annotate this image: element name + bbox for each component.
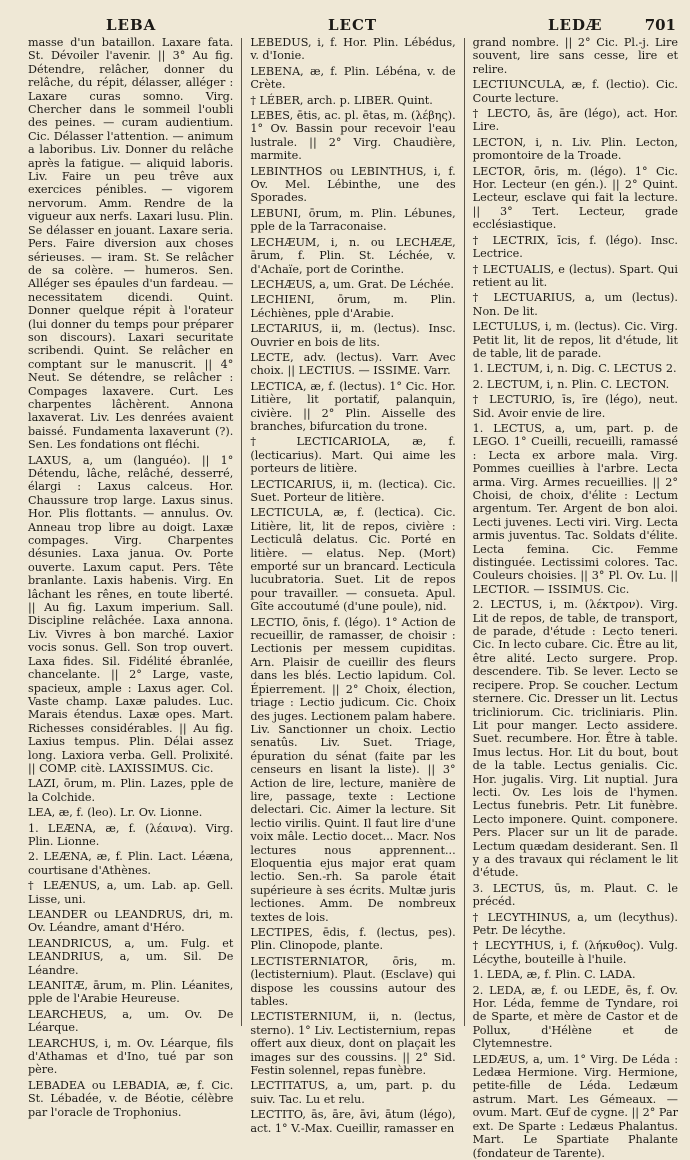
- dictionary-entry: 3. LECTUS, ūs, m. Plaut. C. le précéd.: [472, 881, 678, 909]
- dictionary-entry: LECTARIUS, ii, m. (lectus). Insc. Ouvrier en bois de lits.: [250, 322, 456, 349]
- dictionary-entry: LECTICULA, æ, f. (lectica). Cic. Litière, lit, lit de repos, civière : Lecticulâ delatus. Cic. Porté en litière. — elatus. Nep. (Mort) emporté sur un brancard. Lecticula lucubratoria. Suet. Lit de repos pour travailler. — consueta. Apul. Gîte accoutumé (d'une poule), nid.: [250, 506, 456, 614]
- dictionary-entry: LECTITATUS, a, um, part. p. du suiv. Tac. Lu et relu.: [250, 1079, 456, 1106]
- dictionary-entry: LECTISTERNIATOR, ōris, m. (lectisternium). Plaut. (Esclave) qui dispose les coussins autour des tables.: [250, 954, 456, 1009]
- dictionary-entry: LECTICARIUS, ii, m. (lectica). Cic. Suet. Porteur de litière.: [250, 477, 456, 504]
- column-divider: [241, 38, 242, 1026]
- dictionary-entry: LECTIPES, ēdis, f. (lectus, pes). Plin. Clinopode, plante.: [250, 926, 456, 953]
- dictionary-entry: LAZI, ōrum, m. Plin. Lazes, pple de la Colchide.: [28, 777, 234, 804]
- dictionary-entry: LEBADEA ou LEBADIA, æ, f. Cic. St. Lébadée, v. de Béotie, célèbre par l'oracle de Trophonius.: [28, 1078, 234, 1119]
- columns: [28, 36, 678, 1160]
- dictionary-entry: 2. LECTUM, i, n. Plin. C. LECTON.: [472, 377, 670, 391]
- dictionary-entry: LEBINTHOS ou LEBINTHUS, i, f. Ov. Mel. Lébinthe, une des Sporades.: [250, 164, 456, 205]
- dictionary-entry: masse d'un bataillon. Laxare fata. St. Dévoiler l'avenir. || 3° Au fig. Détendre, relâcher, donner du relâche, du répit, délasser, alléger : Laxare curas somno. Virg. Chercher dans le sommeil l'oubli des peines. — curam audientium. Cic. Délasser l'attention. — animum a laboribus. Liv. Donner du relâche après la fatigue. — aliquid laboris. Liv. Faire un peu trêve aux exercices pénibles. — vigorem nervorum. Amm. Rendre de la vigueur aux nerfs. Laxari lusu. Plin. Se délasser en jouant. Laxare seria. Pers. Faire diversion aux choses sérieuses. — iram. St. Se relâcher de sa colère. — humeros. Sen. Alléger ses épaules d'un fardeau. — necessitatem dicendi. Quint. Donner quelque répit à l'orateur (lui donner du temps pour préparer son discours). Laxari securitate scribendi. Quint. Se relâcher en comptant sur le manuscrit. || 4° Neut. Se détendre, se relâcher : Compages laxavere. Curt. Les charpentes lâchèrent. Annona laxaverat. Liv. Les denrées avaient baissé. Fundamenta laxaverunt (?). Sen. Les fondations ont fléchi.: [28, 36, 234, 452]
- column-left: [28, 36, 234, 1119]
- dictionary-entry: LEANDER ou LEANDRUS, dri, m. Ov. Léandre, amant d'Héro.: [28, 908, 234, 935]
- dictionary-entry: † LEÆNUS, a, um. Lab. ap. Gell. Lisse, uni.: [28, 879, 234, 906]
- dictionary-entry: LEANITÆ, ārum, m. Plin. Léanites, pple de l'Arabie Heureuse.: [28, 979, 234, 1006]
- dictionary-entry: † LÉBER, arch. p. LIBER. Quint.: [250, 93, 433, 107]
- dictionary-entry: LECTIUNCULA, æ, f. (lectio). Cic. Courte lecture.: [472, 78, 678, 105]
- dictionary-entry: † LECTO, ās, āre (légo), act. Hor. Lire.: [472, 107, 678, 134]
- dictionary-entry: † LECYTHUS, i, f. (λήκυθος). Vulg. Lécythe, bouteille à l'huile.: [472, 939, 678, 966]
- dictionary-entry: LECTOR, ōris, m. (légo). 1° Cic. Hor. Lecteur (en gén.). || 2° Quint. Lecteur, esclave qui fait la lecture. || 3° Tert. Lecteur, grade ecclésiastique.: [472, 164, 678, 232]
- dictionary-entry: LECHIENI, ōrum, m. Plin. Léchiènes, pple d'Arabie.: [250, 293, 456, 320]
- dictionary-entry: 2. LEDA, æ, f. ou LEDE, ēs, f. Ov. Hor. Léda, femme de Tyndare, roi de Sparte, et mère de Castor et de Pollux, d'Hélène et de Clytemnestre.: [472, 983, 678, 1051]
- center-guideword: LECT: [328, 16, 378, 34]
- dictionary-entry: † LECYTHINUS, a, um (lecythus). Petr. De lécythe.: [472, 910, 678, 937]
- dictionary-entry: 1. LECTUS, a, um, part. p. de LEGO. 1° Cueilli, recueilli, ramassé : Lecta ex arbore mala. Virg. Pommes cueillies à l'arbre. Lecta arma. Virg. Armes recueillies. || 2° Choisi, de choix, d'élite : Lectum argentum. Ter. Argent de bon aloi. Lecti juvenes. Lecti viri. Virg. Lecta armis juventus. Tac. Soldats d'élite. Lecta femina. Cic. Femme distinguée. Lectissimi colores. Tac. Couleurs choisies. || 3° Pl. Ov. Lu. || LECTIOR. — ISSIMUS. Cic.: [472, 421, 678, 596]
- dictionary-entry: LECTIO, ōnis, f. (légo). 1° Action de recueillir, de ramasser, de choisir : Lectionis per messem cupiditas. Arn. Plaisir de cueillir des fleurs dans les blés. Lectio lapidum. Col. Épierrement. || 2° Choix, élection, triage : Lectio judicum. Cic. Choix des juges. Lectionem palam habere. Liv. Sanctionner un choix. Lectio senatûs. Liv. Suet. Triage, épuration du sénat (faite par les censeurs en lisant la liste). || 3° Action de lire, lecture, manière de lire, passage, texte : Lectione delectari. Cic. Aimer la lecture. Sit lectio virilis. Quint. Il faut lire d'une voix mâle. Lectio docet... Macr. Nos lectures nous apprennent... Eloquentia ejus major erat quam lectio. Sen.-rh. Sa parole était supérieure à ses écrits. Multæ juris lectiones. Amm. De nombreux textes de lois.: [250, 615, 456, 924]
- column-middle: [250, 36, 456, 1135]
- dictionary-entry: † LECTRIX, īcis, f. (légo). Insc. Lectrice.: [472, 233, 678, 261]
- dictionary-entry: 2. LECTUS, i, m. (λέκτρον). Virg. Lit de repos, de table, de transport, de parade, d'étude : Lecto teneri. Cic. In lecto cubare. Cic. Être au lit, être alité. Lecto surgere. Prop. descendere. Tib. Se lever. Lecto se recipere. Prop. Se coucher. Lectum sternere. Cic. Dresser un lit. Lectus tricliniorum. Cic. tricliniaris. Plin. Lit pour manger. Lecto assidere. Suet. recumbere. Hor. Être à table. Imus lectus. Hor. Lit du bout, bout de la table. Lectus genialis. Cic. Hor. jugalis. Virg. Lit nuptial. Jura lecti. Ov. Les lois de l'hymen. Lectus funebris. Petr. Lit funèbre. Lecto imponere. Quint. componere. Pers. Placer sur un lit de parade. Lectum quædam desiderant. Sen. Il y a des travaux qui réclament le lit d'étude.: [472, 598, 678, 880]
- dictionary-entry: LAXUS, a, um (languéo). || 1° Détendu, lâche, relâché, desserré, élargi : Laxus calceus. Hor. Chaussure trop large. Laxus sinus. Hor. Plis flottants. — annulus. Ov. Anneau trop libre au doigt. Laxæ compages. Virg. Charpentes désunies. Laxa janua. Ov. Porte ouverte. Laxum caput. Pers. Tête branlante. Laxis habenis. Virg. En lâchant les rênes, en toute liberté. || Au fig. Laxum imperium. Sall. Discipline relâchée. Laxa annona. Liv. Vivres à bon marché. Laxior vocis sonus. Gell. Son trop ouvert. Laxa fides. Sil. Fidélité ébranlée, chancelante. || 2° Large, vaste, spacieux, ample : Laxus ager. Col. Vaste champ. Laxæ paludes. Luc. Marais étendus. Laxæ opes. Mart. Richesses considérables. || Au fig. Laxius tempus. Plin. Délai assez long. Laxiora verba. Gell. Prolixité. || COMP. citè. LAXISSIMUS. Cic.: [28, 453, 234, 775]
- dictionary-entry: LEA, æ, f. (leo). Lr. Ov. Lionne.: [28, 806, 203, 820]
- dictionary-entry: LECTON, i, n. Liv. Plin. Lecton, promontoire de la Troade.: [472, 135, 678, 163]
- left-guideword: LEBA: [106, 16, 157, 34]
- dictionary-entry: LEBES, ētis, ac. pl. ētas, m. (λέβης). 1° Ov. Bassin pour recevoir l'eau lustrale. || 2° Virg. Chaudière, marmite.: [250, 109, 456, 163]
- dictionary-entry: † LECTUARIUS, a, um (lectus). Non. De lit.: [472, 291, 678, 318]
- column-divider: [464, 38, 465, 1026]
- page-number: 701: [644, 16, 676, 34]
- dictionary-entry: LEARCHEUS, a, um. Ov. De Léarque.: [28, 1007, 234, 1035]
- dictionary-entry: † LECTURIO, īs, īre (légo), neut. Sid. Avoir envie de lire.: [472, 393, 678, 420]
- dictionary-entry: 1. LEDA, æ, f. Plin. C. LADA.: [472, 968, 636, 982]
- dictionary-entry: LECTISTERNIUM, ii, n. (lectus, sterno). 1° Liv. Lectisternium, repas offert aux dieux, dont on plaçait les images sur des coussins. || 2° Sid. Festin solennel, repas funèbre.: [250, 1010, 456, 1078]
- right-guideword: LEDÆ: [548, 16, 603, 34]
- dictionary-entry: LECTICA, æ, f. (lectus). 1° Cic. Hor. Litière, lit portatif, palanquin, civière. || 2° Plin. Aisselle des branches, bifurcation du trone.: [250, 379, 456, 433]
- dictionary-entry: LEBENA, æ, f. Plin. Lébéna, v. de Crète.: [250, 64, 456, 92]
- running-header: [28, 10, 678, 36]
- dictionary-entry: LEANDRICUS, a, um. Fulg. et LEANDRIUS, a, um. Sil. De Léandre.: [28, 936, 234, 977]
- dictionary-entry: LEARCHUS, i, m. Ov. Léarque, fils d'Athamas et d'Ino, tué par son père.: [28, 1036, 234, 1077]
- dictionary-entry: LECTITO, ās, āre, āvi, ātum (légo), act. 1° V.-Max. Cueillir, ramasser en: [250, 1108, 456, 1135]
- dictionary-entry: † LECTICARIOLA, æ, f. (lecticarius). Mart. Qui aime les porteurs de litière.: [250, 435, 456, 476]
- dictionary-entry: LECTE, adv. (lectus). Varr. Avec choix. || LECTIUS. — ISSIME. Varr.: [250, 350, 456, 378]
- dictionary-entry: LEDÆUS, a, um. 1° Virg. De Léda : Ledæa Hermione. Virg. Hermione, petite-fille de Léda. Ledæum astrum. Mart. Les Gémeaux. — ovum. Mart. Œuf de cygne. || 2° Par ext. De Sparte : Ledæus Phalantus. Mart. Le Spartiate Phalante (fondateur de Tarente).: [472, 1052, 678, 1160]
- dictionary-entry: 1. LEÆNA, æ, f. (λέαινα). Virg. Plin. Lionne.: [28, 821, 234, 848]
- column-right: [472, 36, 678, 1160]
- dictionary-entry: 2. LEÆNA, æ, f. Plin. Lact. Léæna, courtisane d'Athènes.: [28, 850, 234, 877]
- dictionary-entry: † LECTUALIS, e (lectus). Spart. Qui retient au lit.: [472, 262, 678, 289]
- dictionary-entry: LECHÆUM, i, n. ou LECHÆÆ, ārum, f. Plin. St. Léchée, v. d'Achaïe, port de Corinthe.: [250, 235, 456, 276]
- dictionary-entry: LEBUNI, ōrum, m. Plin. Lébunes, pple de la Tarraconaise.: [250, 206, 456, 234]
- dictionary-entry: LECHÆUS, a, um. Grat. De Léchée.: [250, 277, 454, 291]
- dictionary-entry: 1. LECTUM, i, n. Dig. C. LECTUS 2.: [472, 362, 677, 376]
- dictionary-entry: LECTULUS, i, m. (lectus). Cic. Virg. Petit lit, lit de repos, lit d'étude, lit de table, lit de parade.: [472, 320, 678, 360]
- dictionary-entry: LEBEDUS, i, f. Hor. Plin. Lébédus, v. d'Ionie.: [250, 36, 456, 63]
- dictionary-entry: grand nombre. || 2° Cic. Pl.-j. Lire souvent, lire sans cesse, lire et relire.: [472, 36, 678, 76]
